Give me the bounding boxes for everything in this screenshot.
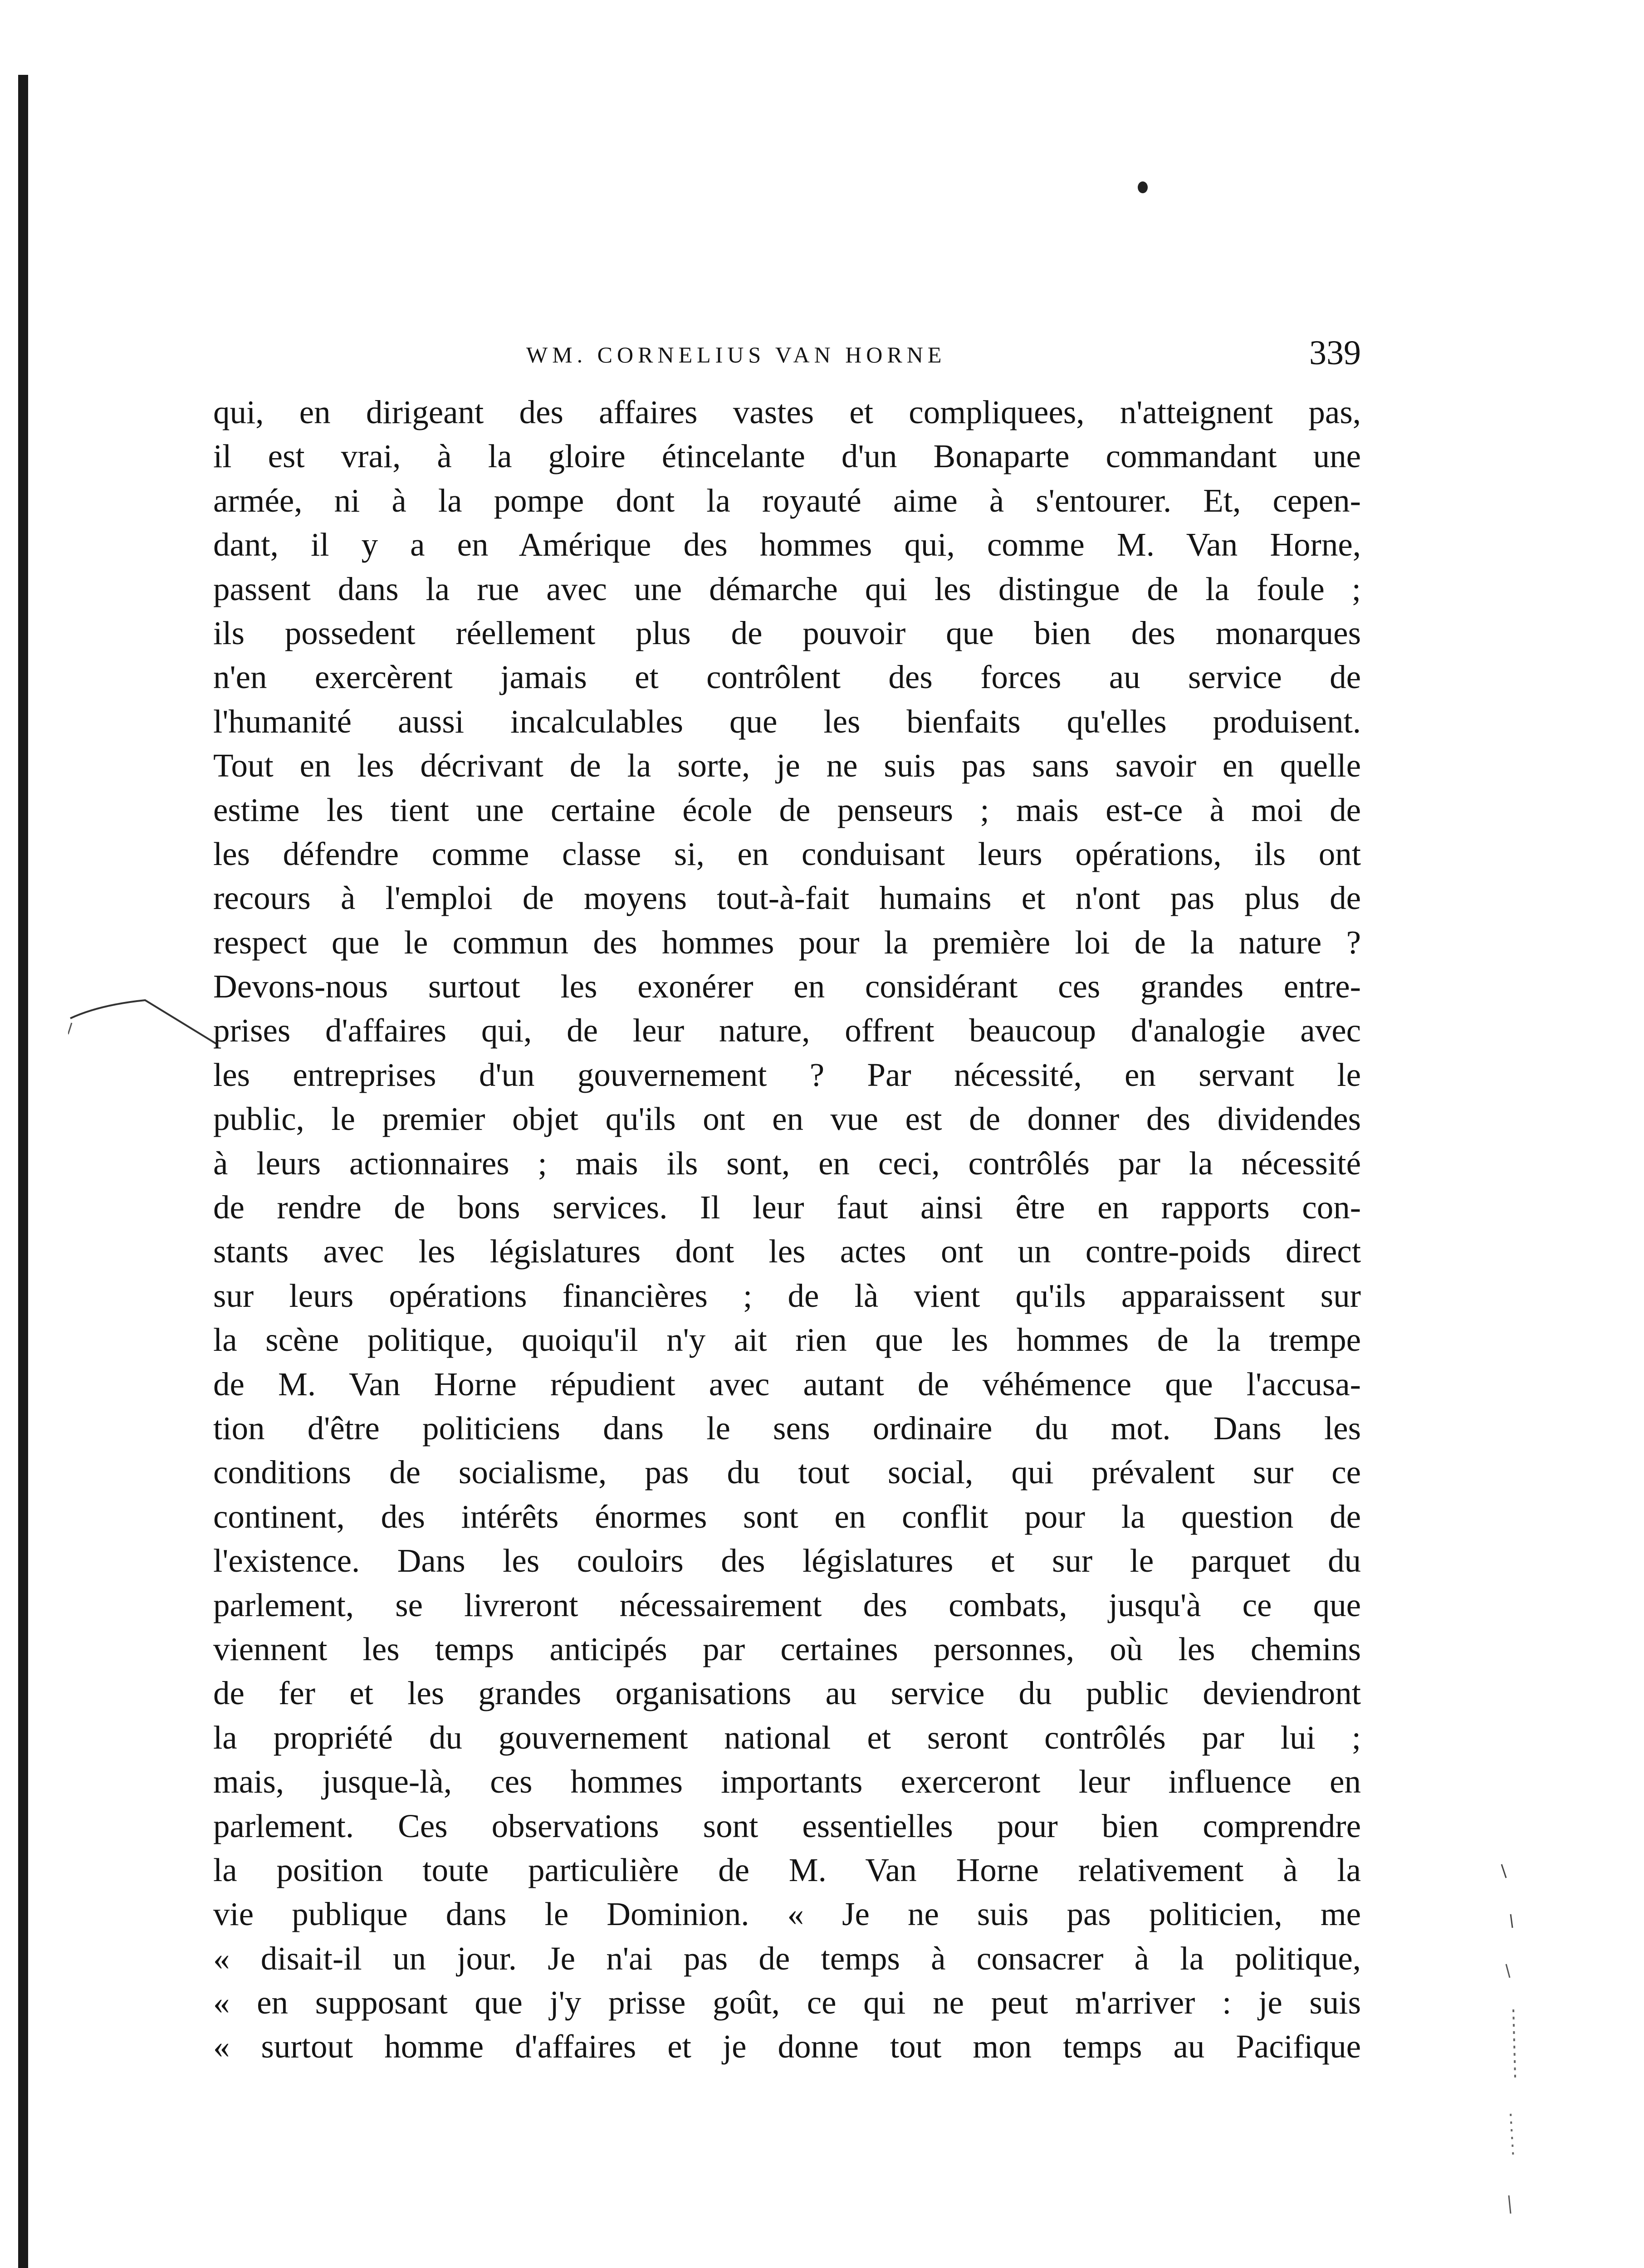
text-line: de M. Van Horne répudient avec autant de véhémence que l'accusa- — [213, 1365, 1361, 1403]
text-line: estime les tient une certaine école de penseurs ; mais est-ce à moi de — [213, 791, 1361, 828]
text-line: n'en exercèrent jamais et contrôlent des forces au service de — [213, 659, 1361, 696]
binding-edge-shadow — [18, 75, 28, 2268]
body-text — [213, 390, 1361, 2069]
text-line: Devons-nous surtout les exonérer en considérant ces grandes entre- — [213, 968, 1361, 1005]
text-line: il est vrai, à la gloire étincelante d'un Bonaparte commandant une — [213, 438, 1361, 475]
text-line: l'humanité aussi incalculables que les bienfaits qu'elles produisent. — [213, 703, 1361, 740]
text-line: parlement, se livreront nécessairement des combats, jusqu'à ce que — [213, 1586, 1361, 1623]
page-number: 339 — [1309, 334, 1361, 372]
text-line: sur leurs opérations financières ; de là vient qu'ils apparaissent sur — [213, 1277, 1361, 1314]
text-line: public, le premier objet qu'ils ont en vue est de donner des dividendes — [213, 1100, 1361, 1138]
text-line: passent dans la rue avec une démarche qui les distingue de la foule ; — [213, 570, 1361, 607]
text-line: à leurs actionnaires ; mais ils sont, en ceci, contrôlés par la nécessité — [213, 1144, 1361, 1182]
text-line: « disait-il un jour. Je n'ai pas de temps à consacrer à la politique, — [213, 1940, 1361, 1977]
text-line: continent, des intérêts énormes sont en conflit pour la question de — [213, 1498, 1361, 1535]
text-line: dant, il y a en Amérique des hommes qui, comme M. Van Horne, — [213, 526, 1361, 563]
ink-dot — [1138, 181, 1148, 193]
text-line: viennent les temps anticipés par certaines personnes, où les chemins — [213, 1630, 1361, 1667]
text-line: prises d'affaires qui, de leur nature, offrent beaucoup d'analogie avec — [213, 1012, 1361, 1049]
text-line: ils possedent réellement plus de pouvoir que bien des monarques — [213, 614, 1361, 651]
text-line: respect que le commun des hommes pour la première loi de la nature ? — [213, 924, 1361, 961]
text-line: qui, en dirigeant des affaires vastes et compliquees, n'atteignent pas, — [213, 394, 1361, 430]
text-line: armée, ni à la pompe dont la royauté aime à s'entourer. Et, cepen- — [213, 482, 1361, 519]
text-line: conditions de socialisme, pas du tout social, qui prévalent sur ce — [213, 1454, 1361, 1491]
text-line: stants avec les législatures dont les actes ont un contre-poids direct — [213, 1233, 1361, 1270]
text-line: « en supposant que j'y prisse goût, ce qui ne peut m'arriver : je suis — [213, 1984, 1361, 2021]
text-line: la propriété du gouvernement national et seront contrôlés par lui ; — [213, 1719, 1361, 1756]
text-line: la scène politique, quoiqu'il n'y ait rien que les hommes de la trempe — [213, 1321, 1361, 1359]
text-line: de fer et les grandes organisations au service du public deviendront — [213, 1675, 1361, 1712]
text-line: vie publique dans le Dominion. « Je ne suis pas politicien, me — [213, 1896, 1361, 1933]
page-header — [213, 333, 1361, 383]
margin-specks-icon — [1492, 1860, 1529, 2268]
text-line: recours à l'emploi de moyens tout-à-fait humains et n'ont pas plus de — [213, 880, 1361, 917]
text-line: l'existence. Dans les couloirs des législatures et sur le parquet du — [213, 1542, 1361, 1579]
text-line: de rendre de bons services. Il leur faut ainsi être en rapports con- — [213, 1189, 1361, 1226]
running-head: WM. CORNELIUS VAN HORNE — [526, 342, 946, 367]
pencil-annotation-icon — [68, 991, 218, 1046]
text-line: les entreprises d'un gouvernement ? Par nécessité, en servant le — [213, 1056, 1361, 1093]
text-line: « surtout homme d'affaires et je donne tout mon temps au Pacifique — [213, 2028, 1361, 2065]
text-line: parlement. Ces observations sont essentielles pour bien comprendre — [213, 1807, 1361, 1844]
text-line: mais, jusque-là, ces hommes importants exerceront leur influence en — [213, 1763, 1361, 1800]
text-line: la position toute particulière de M. Van Horne relativement à la — [213, 1851, 1361, 1888]
text-line: Tout en les décrivant de la sorte, je ne suis pas sans savoir en quelle — [213, 747, 1361, 784]
text-line: tion d'être politiciens dans le sens ordinaire du mot. Dans les — [213, 1409, 1361, 1447]
text-line: les défendre comme classe si, en conduisant leurs opérations, ils ont — [213, 835, 1361, 872]
